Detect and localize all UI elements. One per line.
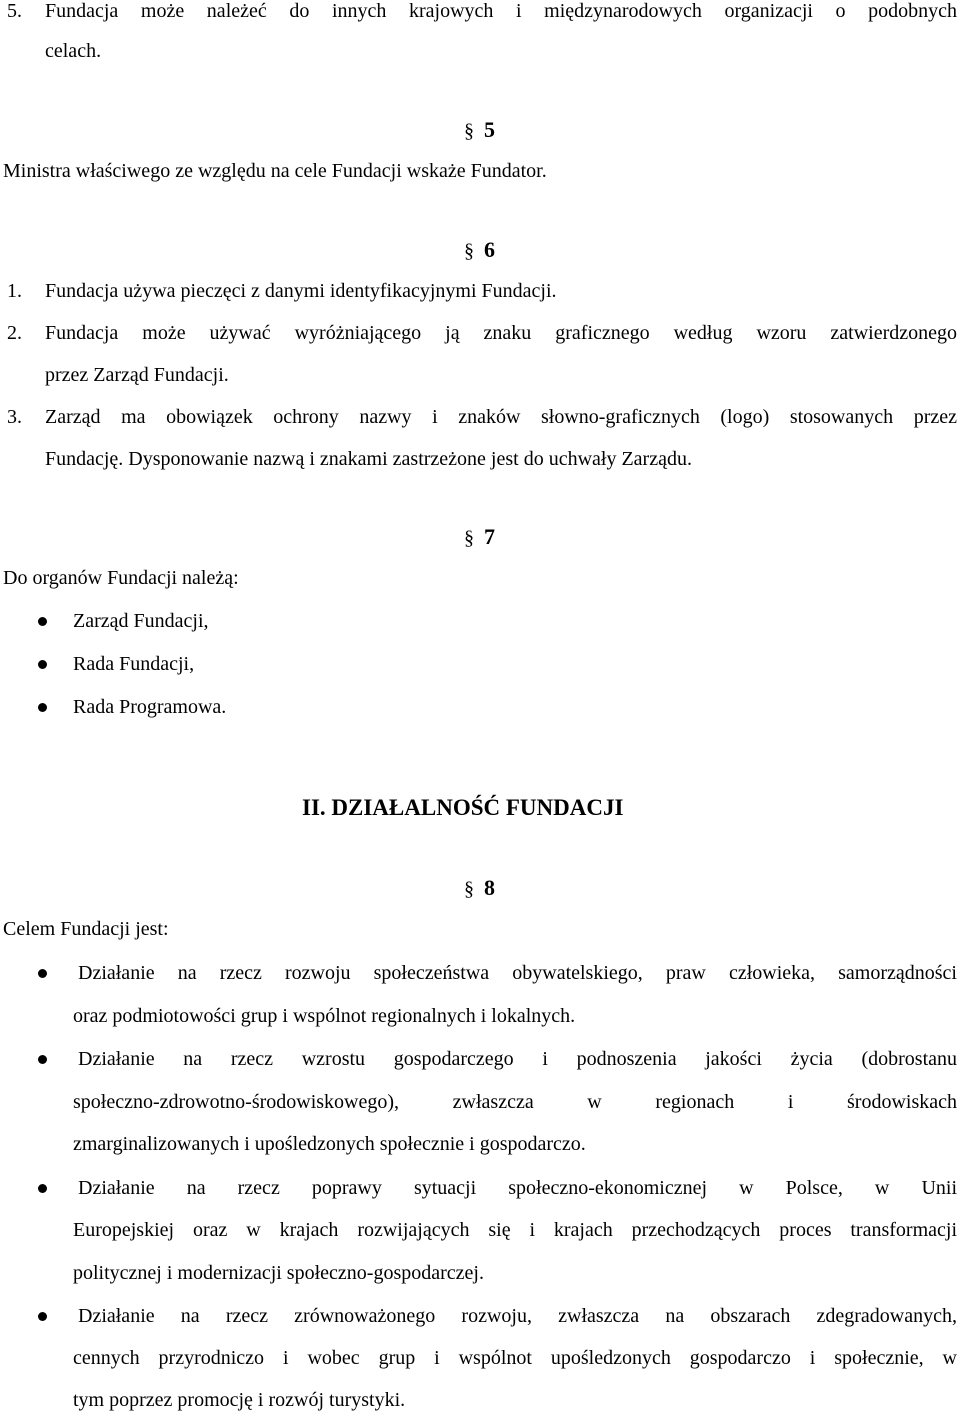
item-text-line: Fundacja może używać wyróżniającego ją znaku graficznego według wzoru zatwierdzonego [45,322,957,344]
item-number: 1. [7,280,22,302]
bullet-icon [38,703,47,712]
paragraph: Do organów Fundacji należą: [3,567,239,589]
item-text-line: Fundację. Dysponowanie nazwą i znakami zastrzeżone jest do uchwały Zarządu. [45,448,692,470]
section-number: 8 [484,875,495,900]
section-heading-8 [464,876,495,901]
item-number: 5. [7,0,22,22]
item-text-line: Zarząd ma obowiązek ochrony nazwy i znaków słowno-graficznych (logo) stosowanych przez [45,406,957,428]
paragraph: Celem Fundacji jest: [3,918,169,940]
bullet-icon [38,969,47,978]
bullet-icon [38,660,47,669]
section-sign: § [464,878,474,900]
section-number: 7 [484,524,495,549]
list-item-line: społeczno-zdrowotno-środowiskowego), zwłaszcza w regionach i środowiskach [73,1091,957,1113]
list-item-line: tym poprzez promocję i rozwój turystyki. [73,1389,406,1411]
section-heading-7 [464,525,495,550]
item-text-line: Fundacja może należeć do innych krajowych i międzynarodowych organizacji o podobnych [45,0,957,22]
chapter-title: II. DZIAŁALNOŚĆ FUNDACJI [302,795,624,820]
list-item-line: Działanie na rzecz wzrostu gospodarczego i podnoszenia jakości życia (dobrostanu [78,1048,957,1070]
section-sign: § [464,120,474,142]
item-text-line: przez Zarząd Fundacji. [45,364,229,386]
bullet-icon [38,1184,47,1193]
section-number: 6 [484,237,495,262]
list-item-line: Działanie na rzecz zrównoważonego rozwoju, zwłaszcza na obszarach zdegradowanych, [78,1305,957,1327]
bullet-icon [38,617,47,626]
list-item-line: zmarginalizowanych i upośledzonych społecznie i gospodarczo. [73,1133,586,1155]
section-heading-6 [464,238,495,263]
list-item: Rada Fundacji, [73,653,195,675]
item-number: 3. [7,406,22,428]
list-item-line: cennych przyrodniczo i wobec grup i wspólnot upośledzonych gospodarczo i społecznie, w [73,1347,957,1369]
item-number: 2. [7,322,22,344]
bullet-icon [38,1055,47,1064]
section-number: 5 [484,117,495,142]
section-sign: § [464,527,474,549]
list-item-line: Działanie na rzecz rozwoju społeczeństwa obywatelskiego, praw człowieka, samorządności [78,962,957,984]
bullet-icon [38,1312,47,1321]
list-item: Rada Programowa. [73,696,227,718]
item-text-line: celach. [45,40,102,62]
list-item: Zarząd Fundacji, [73,610,209,632]
list-item-line: Europejskiej oraz w krajach rozwijających się i krajach przechodzących proces transformacji [73,1219,957,1241]
list-item-line: Działanie na rzecz poprawy sytuacji społeczno-ekonomicznej w Polsce, w Unii [78,1177,957,1199]
list-item-line: politycznej i modernizacji społeczno-gospodarczej. [73,1262,484,1284]
section-heading-5 [464,118,495,143]
section-sign: § [464,240,474,262]
paragraph: Ministra właściwego ze względu na cele Fundacji wskaże Fundator. [3,160,547,182]
item-text-line: Fundacja używa pieczęci z danymi identyfikacyjnymi Fundacji. [45,280,557,302]
list-item-line: oraz podmiotowości grup i wspólnot regionalnych i lokalnych. [73,1005,576,1027]
